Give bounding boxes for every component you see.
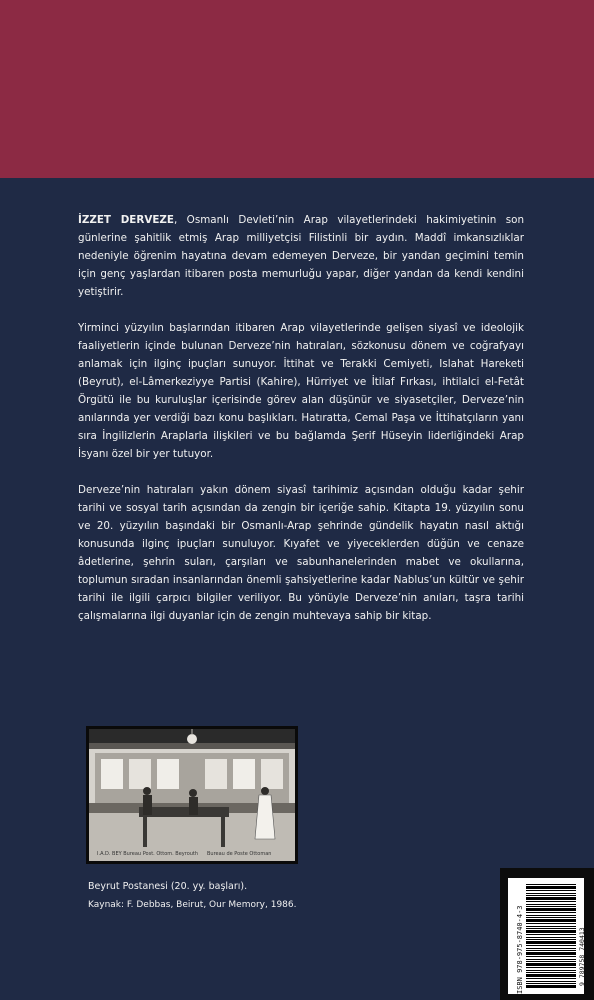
barcode-label (508, 878, 584, 994)
photo-caption-source: Kaynak: F. Debbas, Beirut, Our Memory, 1986. (88, 900, 297, 910)
barcode-bars (526, 884, 576, 988)
top-color-band (0, 0, 594, 178)
barcode-digits: 9 789758 740413 (578, 927, 586, 986)
blurb-paragraph-1: İZZET DERVEZE, Osmanlı Devleti’nin Arap vilayetlerindeki hakimiyetinin son günlerine şahitlik etmiş Arap milliyetçisi Filistinli bir aydın. Maddî imkansızlıklar nedeniyle öğrenim hayatına devam edemeyen Derveze, bir yandan geçimini temin için genç yaşlardan itibaren posta memurluğu yapar, diğer yandan da kendi kendini yetiştirir. (78, 214, 525, 298)
blurb-paragraph-2: Yirminci yüzyılın başlarından itibaren Arap vilayetlerinde gelişen siyasî ve ideolojik faaliyetlerin içinde bulunan Derveze’nin hatıraları, sözkonusu dönem ve coğrafyayı anlamak için ilginç ipuçları sunuyor. İttihat ve Terakki Cemiyeti, Islahat Hareketi (Beyrut), el-Lâmerkeziyye Partisi (Kahire), Hürriyet ve İtilaf Fırkası, ihtilalci el-Fetât Örgütü ile bu kuruluşlar içerisinde görev alan düşünür ve siyasetçiler, Derveze’nin anılarında yer verdiği bazı konu başlıkları. Hatıratta, Cemal Paşa ve İttihatçıların yanı sıra İngilizlerin Araplarla ilişkileri ve bu bağlamda Şerif Hüseyin liderliğindeki Arap İsyanı özel bir yer tutuyor. (78, 322, 524, 460)
beirut-post-office-photo (89, 729, 295, 861)
isbn-number: ISBN 978-975-8740-4-3 (516, 905, 524, 994)
barcode-area (500, 868, 594, 1000)
blurb-text (78, 211, 524, 643)
author-name: İZZET DERVEZE (78, 214, 174, 226)
blurb-paragraph-3: Derveze’nin hatıraları yakın dönem siyasî tarihimiz açısından olduğu kadar şehir tarihi ve sosyal tarih açısından da zengin bir içeriğe sahip. Kitapta 19. yüzyılın sonu ve 20. yüzyılın başındaki bir Osmanlı-Arap şehrinde gündelik hayatın nasıl aktığı konusunda ilginç ipuçları sunuluyor. Kıyafet ve yiyeceklerden düğün ve cenaze âdetlerine, şehrin suları, çarşıları ve sabunhanelerinden mabet ve okullarına, toplumun sıradan insanlarından önemli şahsiyetlerine kadar Nablus’un kültür ve şehir tarihi ile ilgili çarpıcı bilgiler veriliyor. Bu yönüyle Derveze’nin anıları, taşra tarihi çalışmalarına ilgi duyanlar için de zengin muhtevaya sahip bir kitap. (78, 484, 524, 622)
photo-caption-title: Beyrut Postanesi (20. yy. başları). (88, 881, 248, 892)
svg-text:I.A.D. BEY Bureau Post. Ottom.: I.A.D. BEY Bureau Post. Ottom. Beyrouth (97, 851, 199, 857)
photo-caption (88, 877, 297, 915)
historical-photo-frame (86, 726, 298, 864)
svg-text:Bureau de Poste Ottoman: Bureau de Poste Ottoman (207, 851, 272, 857)
photo-illustration (89, 729, 295, 861)
